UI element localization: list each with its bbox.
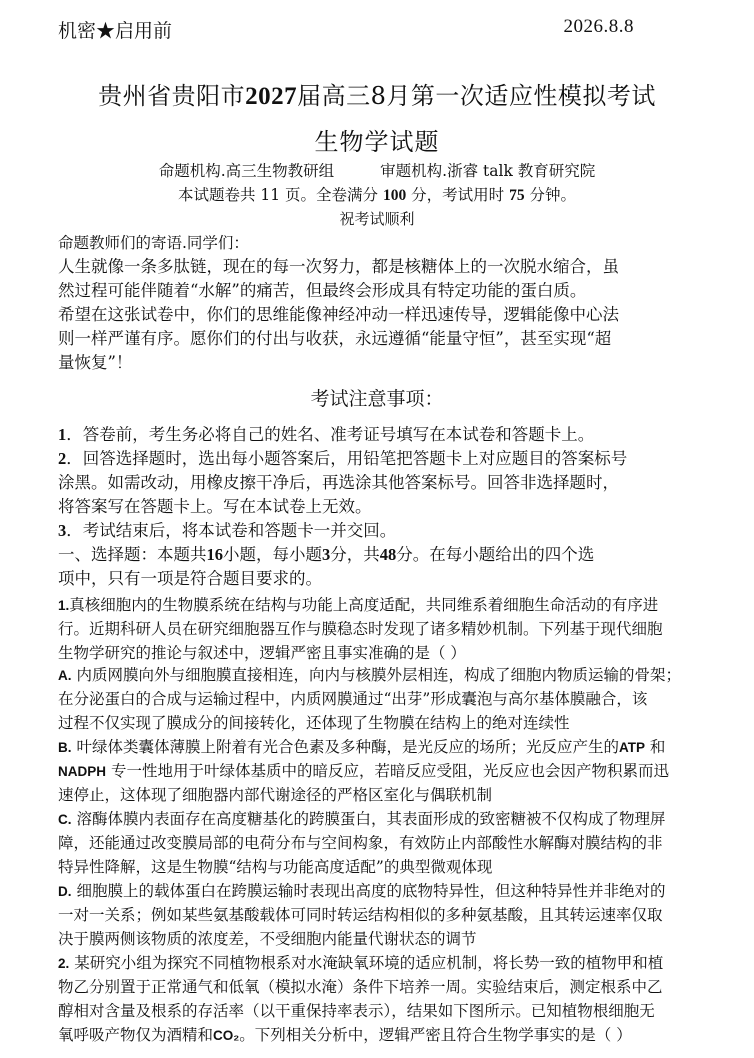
reviewer-info: 审题机构.浙睿 talk 教育研究院 [380, 162, 596, 180]
letter-line: 则一样严谨有序。愿你们的付出与收获，永远遵循“能量守恒”，甚至实现“超 [58, 329, 612, 348]
question-2-stem-cont: 氧呼吸产物仅为酒精和CO₂。下列相关分析中，逻辑严密且符合生物学事实的是（ ） [58, 1026, 632, 1044]
exam-title: 贵州省贵阳市2027届高三8月第一次适应性模拟考试 [98, 82, 656, 110]
letter-line: 人生就像一条多肽链，现在的每一次努力，都是核糖体上的一次脱水缩合，虽 [58, 257, 619, 276]
notice-item-cont: 涂黑。如需改动，用橡皮擦干净后，再选涂其他答案标号。回答非选择题时， [58, 473, 619, 492]
notice-item: 3．考试结束后，将本试卷和答题卡一并交回。 [58, 521, 397, 540]
option-c-cont: 障，还能通过改变膜局部的电荷分布与空间构象，有效防止内部酸性水解酶对膜结构的非 [58, 834, 663, 852]
question-1-stem-cont: 生物学研究的推论与叙述中，逻辑严密且事实准确的是（ ） [58, 644, 466, 662]
subject-title: 生物学试题 [314, 128, 440, 156]
option-d: D. 细胞膜上的载体蛋白在跨膜运输时表现出高度的底物特异性，但这种特异性并非绝对的 [58, 882, 666, 900]
notice-item: 1．答卷前，考生务必将自己的姓名、准考证号填写在本试卷和答题卡上。 [58, 425, 595, 444]
letter-line: 量恢复”！ [58, 353, 133, 372]
exam-date: 2026.8.8 [563, 16, 634, 37]
notice-item-cont: 将答案写在答题卡上。写在本试卷上无效。 [58, 497, 372, 516]
confidential-label: 机密★启用前 [58, 20, 173, 42]
question-2-stem: 2. 某研究小组为探究不同植物根系对水淹缺氧环境的适应机制，将长势一致的植物甲和植 [58, 954, 664, 972]
option-c: C. 溶酶体膜内表面存在高度糖基化的跨膜蛋白，其表面形成的致密糖被不仅构成了物理屏 [58, 810, 666, 828]
exam-meta: 本试题卷共 11 页。全卷满分 100 分，考试用时 75 分钟。 [177, 186, 577, 204]
page-header [58, 16, 634, 46]
option-a-cont: 在分泌蛋白的合成与运输过程中，内质网膜通过“出芽”形成囊泡与高尔基体膜融合，该 [58, 690, 648, 708]
option-a-cont: 过程不仅实现了膜成分的间接转化，还体现了生物膜在结构上的绝对连续性 [58, 714, 570, 732]
authors-line [0, 160, 754, 182]
section-heading-cont: 项中，只有一项是符合题目要求的。 [58, 569, 322, 588]
option-b-cont: NADPH 专一性地用于叶绿体基质中的暗反应，若暗反应受阻，光反应也会因产物积累而迅 [58, 762, 669, 780]
option-c-cont: 特异性降解，这是生物膜“结构与功能高度适配”的典型微观体现 [58, 858, 493, 876]
letter-line: 然过程可能伴随着“水解”的痛苦，但最终会形成具有特定功能的蛋白质。 [58, 281, 587, 300]
notice-item: 2．回答选择题时，选出每小题答案后，用铅笔把答题卡上对应题目的答案标号 [58, 449, 628, 468]
option-a: A. 内质网膜向外与细胞膜直接相连，向内与核膜外层相连，构成了细胞内物质运输的骨架； [58, 666, 681, 684]
notice-heading: 考试注意事项： [310, 388, 444, 410]
letter-line: 希望在这张试卷中，你们的思维能像神经冲动一样迅速传导，逻辑能像中心法 [58, 305, 619, 324]
option-d-cont: 决于膜两侧该物质的浓度差，不受细胞内能量代谢状态的调节 [58, 930, 477, 948]
option-b: B. 叶绿体类囊体薄膜上附着有光合色素及多种酶，是光反应的场所；光反应产生的ATP 和 [58, 738, 666, 756]
option-b-cont: 速停止，这体现了细胞器内部代谢途径的严格区室化与偶联机制 [58, 786, 493, 804]
good-luck-text: 祝考试顺利 [339, 210, 415, 228]
letter-greeting: 命题教师们的寄语.同学们： [58, 234, 249, 252]
question-2-stem-cont: 物乙分别置于正常通气和低氧（模拟水淹）条件下培养一周。实验结束后，测定根系中乙 [58, 978, 663, 996]
option-d-cont: 一对一关系；例如某些氨基酸载体可同时转运结构相似的多种氨基酸，且其转运速率仅取 [58, 906, 663, 924]
question-2-stem-cont: 醇相对含量及根系的存活率（以干重保持率表示），结果如下图所示。已知植物根细胞无 [58, 1002, 655, 1020]
question-1-stem: 1.真核细胞内的生物膜系统在结构与功能上高度适配，共同维系着细胞生命活动的有序进 [58, 596, 659, 614]
setter-info: 命题机构.高三生物教研组 [158, 162, 335, 180]
section-heading: 一、选择题：本题共16小题，每小题3分，共48分。在每小题给出的四个选 [58, 545, 595, 564]
question-1-stem-cont: 行。近期科研人员在研究细胞器互作与膜稳态时发现了诸多精妙机制。下列基于现代细胞 [58, 620, 663, 638]
